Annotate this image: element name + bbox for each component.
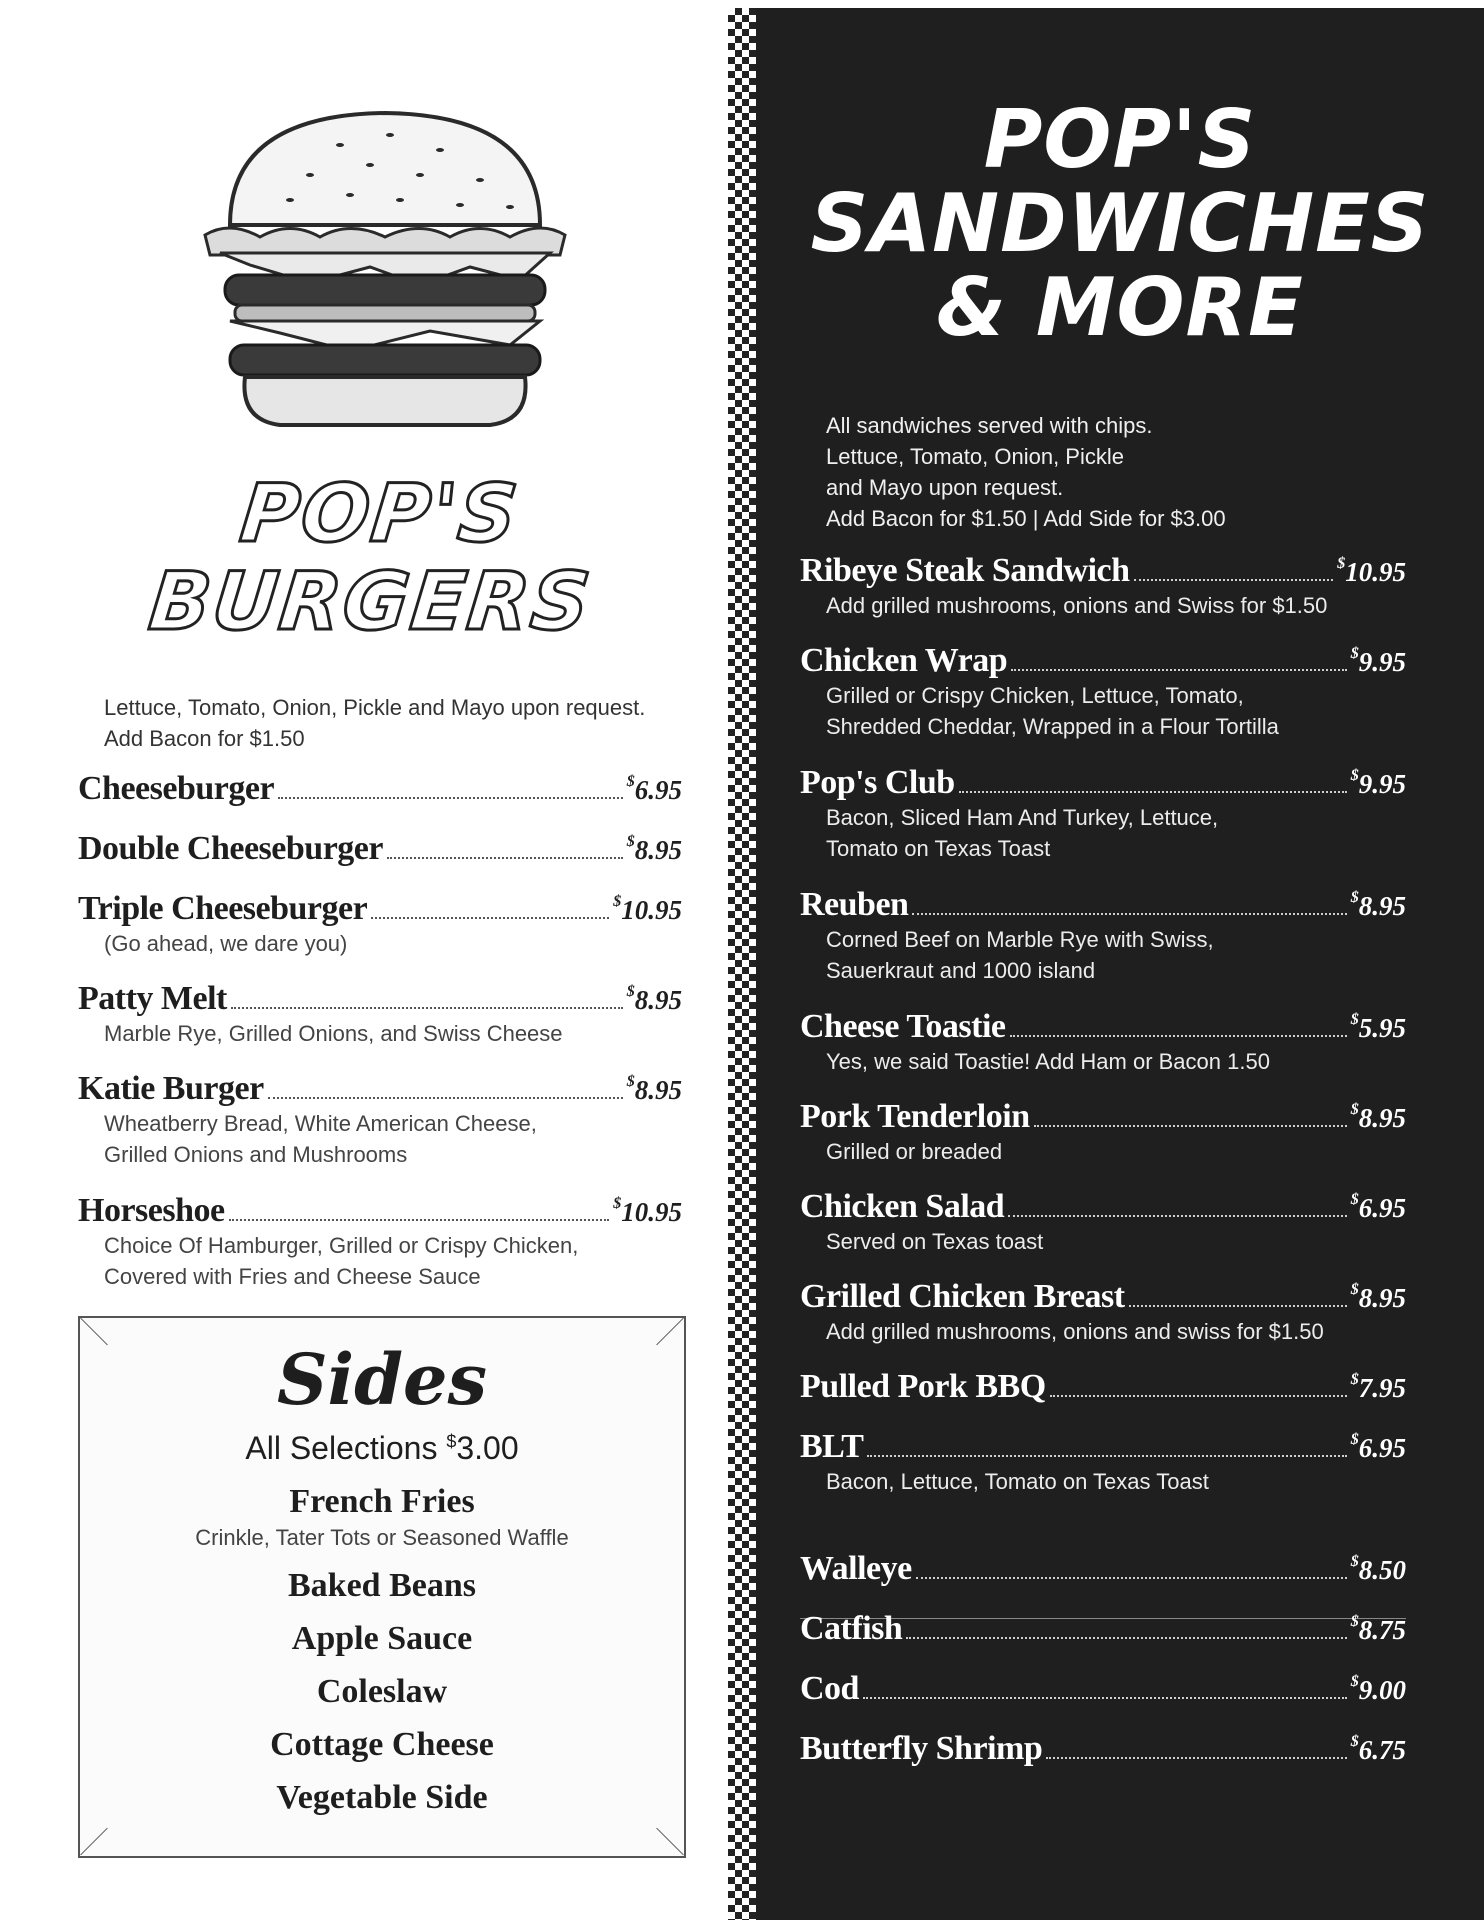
leader-dots <box>387 857 623 859</box>
item-name: Chicken Wrap <box>800 642 1008 679</box>
item-name: Catfish <box>800 1610 903 1647</box>
leader-dots <box>1129 1305 1347 1307</box>
item-name: Reuben <box>800 886 909 923</box>
item-description: Bacon, Lettuce, Tomato on Texas Toast <box>826 1469 1209 1494</box>
sandwiches-heading-line-3: & MORE <box>936 261 1304 354</box>
side-item-name: Cottage Cheese <box>270 1726 494 1763</box>
leader-dots <box>867 1455 1346 1457</box>
menu-item <box>800 1610 1406 1648</box>
item-description: Wheatberry Bread, White American Cheese, Grilled Onions and Mushrooms <box>104 1111 537 1167</box>
item-price: $6.95 <box>1350 1431 1406 1463</box>
item-description: Corned Beef on Marble Rye with Swiss, Sauerkraut and 1000 island <box>826 927 1214 983</box>
side-item-name: Apple Sauce <box>291 1620 473 1657</box>
item-name: Double Cheeseburger <box>78 830 383 867</box>
item-name: Chicken Salad <box>800 1188 1005 1225</box>
item-price: $8.75 <box>1350 1613 1406 1645</box>
item-name: Grilled Chicken Breast <box>800 1278 1125 1315</box>
item-price: $9.00 <box>1350 1673 1406 1705</box>
item-description: Add grilled mushrooms, onions and Swiss for $1.50 <box>826 593 1328 618</box>
menu-item <box>800 1188 1406 1257</box>
burgers-heading-line-1: POP'S <box>236 467 524 560</box>
leader-dots <box>1010 1035 1347 1037</box>
leader-dots <box>1011 669 1347 671</box>
menu-item <box>800 1368 1406 1406</box>
sandwiches-note: All sandwiches served with chips. Lettuce, Tomato, Onion, Pickle and Mayo upon request. Add Bacon for $1.50 | Add Side for $3.00 <box>826 413 1226 531</box>
side-item-description: Crinkle, Tater Tots or Seasoned Waffle <box>195 1525 569 1550</box>
sides-subtitle: All Selections $3.00 <box>245 1430 519 1466</box>
sandwiches-heading <box>790 93 1450 354</box>
leader-dots <box>1134 579 1334 581</box>
item-price: $5.95 <box>1350 1011 1406 1043</box>
sides-list <box>80 1480 684 1829</box>
leader-dots <box>1046 1757 1346 1759</box>
leader-dots <box>231 1007 623 1009</box>
item-description: Add grilled mushrooms, onions and swiss for $1.50 <box>826 1319 1324 1344</box>
menu-item <box>800 886 1406 986</box>
leader-dots <box>1050 1395 1347 1397</box>
item-price: $8.95 <box>626 983 682 1015</box>
item-price: $6.95 <box>1350 1191 1406 1223</box>
side-item-name: French Fries <box>289 1483 475 1520</box>
item-name: Katie Burger <box>78 1070 264 1107</box>
leader-dots <box>1008 1215 1347 1217</box>
item-price: $8.95 <box>1350 889 1406 921</box>
item-price: $7.95 <box>1350 1371 1406 1403</box>
menu-item <box>800 1278 1406 1347</box>
item-description: Choice Of Hamburger, Grilled or Crispy Chicken, Covered with Fries and Cheese Sauce <box>104 1233 579 1289</box>
menu-item <box>800 1670 1406 1708</box>
sides-heading: Sides <box>276 1338 488 1421</box>
item-price: $10.95 <box>1337 555 1406 587</box>
item-price: $8.95 <box>1350 1281 1406 1313</box>
item-price: $8.95 <box>626 1073 682 1105</box>
item-description: (Go ahead, we dare you) <box>104 931 348 956</box>
side-item-name: Baked Beans <box>288 1567 476 1604</box>
side-item-name: Vegetable Side <box>276 1779 488 1816</box>
item-price: $8.50 <box>1350 1553 1406 1585</box>
item-name: Cheese Toastie <box>800 1008 1006 1045</box>
item-name: Horseshoe <box>78 1192 225 1229</box>
item-name: Cod <box>800 1670 859 1707</box>
menu-item <box>78 830 682 868</box>
corner-ornament <box>80 1828 108 1856</box>
leader-dots <box>371 917 609 919</box>
burgers-note <box>104 692 704 754</box>
item-price: $10.95 <box>613 1195 682 1227</box>
menu-item <box>78 980 682 1049</box>
item-name: Pork Tenderloin <box>800 1098 1030 1135</box>
leader-dots <box>278 797 623 799</box>
burgers-heading-line-2: BURGERS <box>144 555 596 648</box>
item-name: BLT <box>800 1428 864 1465</box>
item-price: $6.95 <box>626 773 682 805</box>
leader-dots <box>268 1097 623 1099</box>
item-name: Walleye <box>800 1550 912 1587</box>
leader-dots <box>863 1697 1347 1699</box>
item-description: Yes, we said Toastie! Add Ham or Bacon 1.50 <box>826 1049 1270 1074</box>
corner-ornament <box>656 1828 684 1856</box>
item-name: Cheeseburger <box>78 770 275 807</box>
item-description: Grilled or breaded <box>826 1139 1003 1164</box>
item-price: $8.95 <box>626 833 682 865</box>
sandwiches-heading-line-2: SANDWICHES <box>810 177 1430 270</box>
burgers-note-line-1: Lettuce, Tomato, Onion, Pickle and Mayo upon request. <box>104 695 646 720</box>
menu-item <box>800 642 1406 742</box>
side-item-name: Coleslaw <box>316 1673 448 1710</box>
burgers-heading <box>131 467 619 648</box>
leader-dots <box>912 913 1346 915</box>
burgers-panel <box>0 0 720 1920</box>
menu-item <box>800 1008 1406 1077</box>
burgers-note-line-2: Add Bacon for $1.50 <box>104 726 305 751</box>
leader-dots <box>959 791 1347 793</box>
sides-box <box>78 1316 686 1858</box>
menu-item <box>800 1098 1406 1167</box>
item-name: Pulled Pork BBQ <box>800 1368 1046 1405</box>
item-price: $8.95 <box>1350 1101 1406 1133</box>
item-name: Triple Cheeseburger <box>78 890 368 927</box>
item-description: Grilled or Crispy Chicken, Lettuce, Tomato, Shredded Cheddar, Wrapped in a Flour Tortilla <box>826 683 1279 739</box>
checkered-border <box>728 8 756 1920</box>
menu-item <box>800 1730 1406 1768</box>
item-name: Pop's Club <box>800 764 955 801</box>
leader-dots <box>229 1219 610 1221</box>
leader-dots <box>906 1637 1346 1639</box>
item-price: $9.95 <box>1350 767 1406 799</box>
item-description: Served on Texas toast <box>826 1229 1044 1254</box>
menu-item <box>78 1192 682 1292</box>
menu-item <box>78 770 682 808</box>
menu-item <box>800 1550 1406 1588</box>
sandwiches-heading-line-1: POP'S <box>983 93 1257 186</box>
leader-dots <box>916 1577 1347 1579</box>
menu-item <box>800 1428 1406 1497</box>
menu-item <box>78 1070 682 1170</box>
burger-illustration-icon <box>190 95 580 435</box>
item-price: $10.95 <box>613 893 682 925</box>
item-name: Butterfly Shrimp <box>800 1730 1043 1767</box>
item-name: Ribeye Steak Sandwich <box>800 552 1130 589</box>
item-name: Patty Melt <box>78 980 227 1017</box>
item-description: Marble Rye, Grilled Onions, and Swiss Cheese <box>104 1021 563 1046</box>
leader-dots <box>1034 1125 1347 1127</box>
item-price: $9.95 <box>1350 645 1406 677</box>
menu-item <box>800 552 1406 621</box>
menu-item <box>800 764 1406 864</box>
item-description: Bacon, Sliced Ham And Turkey, Lettuce, Tomato on Texas Toast <box>826 805 1219 861</box>
menu-item <box>78 890 682 959</box>
item-price: $6.75 <box>1350 1733 1406 1765</box>
